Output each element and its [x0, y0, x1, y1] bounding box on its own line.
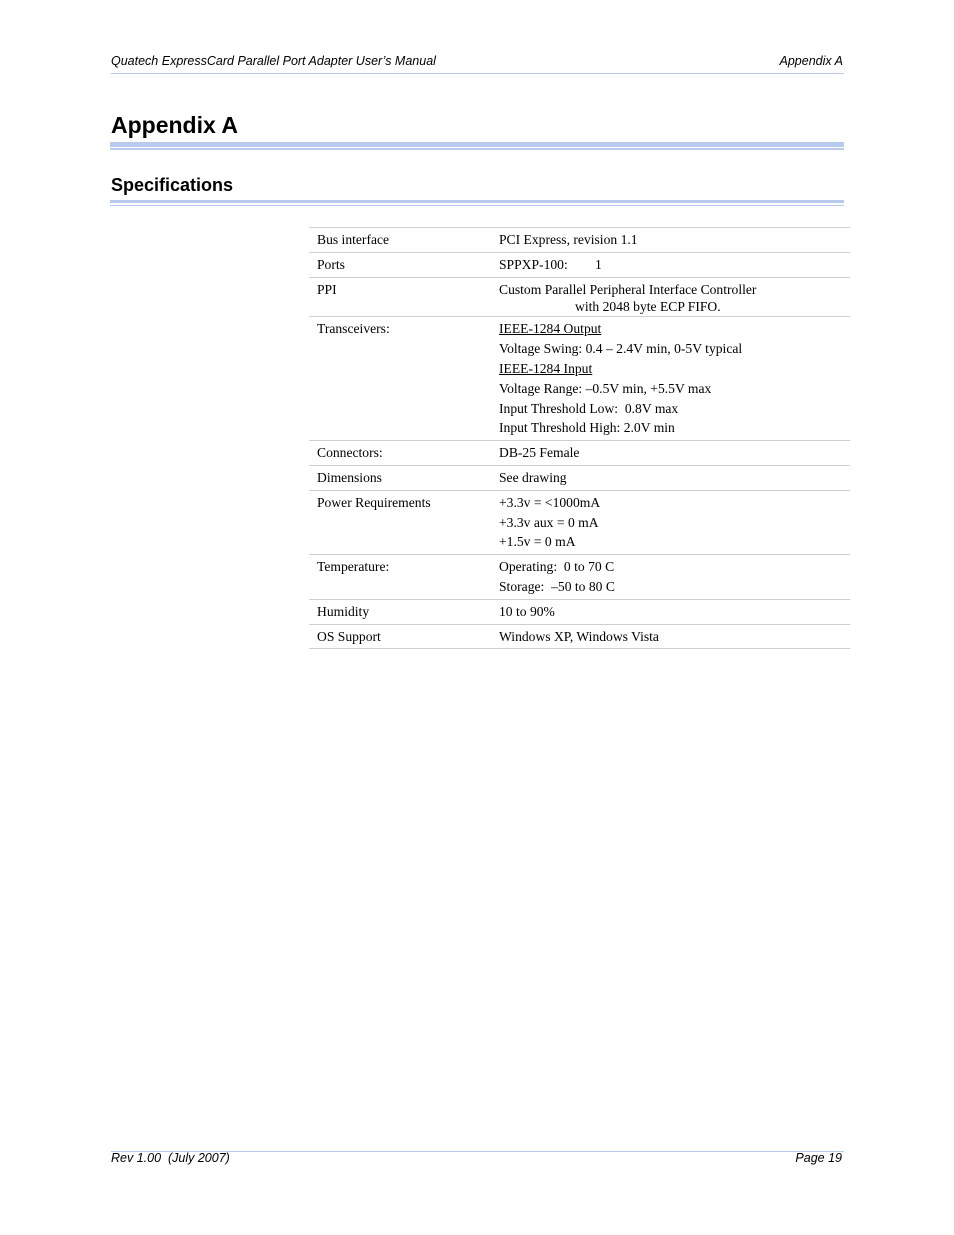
spec-label: Power Requirements	[309, 490, 491, 554]
subheading-rule-thin	[110, 205, 844, 206]
spec-value-line: +1.5v = 0 mA	[499, 534, 576, 550]
heading-rule-thick	[110, 142, 844, 147]
spec-value-line: 10 to 90%	[499, 603, 555, 619]
spec-value	[491, 317, 850, 441]
spec-value	[491, 624, 850, 649]
table-row	[309, 277, 850, 317]
spec-value-line: +3.3v = <1000mA	[499, 494, 601, 510]
spec-value-line: Storage: –50 to 80 C	[499, 578, 615, 594]
spec-value	[491, 277, 850, 317]
spec-label: Dimensions	[309, 465, 491, 490]
spec-value-line: Operating: 0 to 70 C	[499, 559, 615, 575]
spec-value	[491, 252, 850, 277]
appendix-heading: Appendix A	[111, 112, 238, 138]
spec-label: Ports	[309, 252, 491, 277]
page-header	[111, 54, 843, 68]
header-section: Appendix A	[779, 54, 843, 68]
spec-value-line: See drawing	[499, 469, 567, 485]
spec-label: Humidity	[309, 599, 491, 624]
table-row	[309, 441, 850, 466]
page-footer	[111, 1151, 842, 1165]
spec-value-line: IEEE-1284 Input	[499, 360, 593, 376]
spec-label: Temperature:	[309, 555, 491, 600]
spec-value-line: Windows XP, Windows Vista	[499, 628, 659, 644]
table-row	[309, 555, 850, 600]
header-rule	[111, 73, 844, 74]
spec-label: PPI	[309, 277, 491, 317]
table-row	[309, 490, 850, 554]
specifications-heading: Specifications	[111, 175, 234, 195]
spec-label: Bus interface	[309, 228, 491, 253]
table-row	[309, 252, 850, 277]
spec-value	[491, 465, 850, 490]
spec-value-line: Voltage Range: –0.5V min, +5.5V max	[499, 380, 712, 396]
heading-rule-thin	[110, 148, 844, 150]
spec-value	[491, 490, 850, 554]
spec-value-line: DB-25 Female	[499, 445, 580, 461]
specifications-table	[309, 227, 850, 649]
footer-revision: Rev 1.00 (July 2007)	[111, 1151, 230, 1165]
table-row	[309, 599, 850, 624]
spec-label: OS Support	[309, 624, 491, 649]
spec-value-line: +3.3v aux = 0 mA	[499, 514, 599, 530]
table-row	[309, 624, 850, 649]
spec-value	[491, 599, 850, 624]
spec-value	[491, 555, 850, 600]
spec-value	[491, 228, 850, 253]
spec-value-line: with 2048 byte ECP FIFO.	[575, 299, 721, 315]
spec-value-line: Custom Parallel Peripheral Interface Controller	[499, 281, 757, 297]
spec-value-line: Input Threshold High: 2.0V min	[499, 420, 675, 436]
page-number: Page 19	[795, 1151, 842, 1165]
table-row	[309, 228, 850, 253]
spec-value-line: SPPXP-100: 1	[499, 256, 602, 272]
spec-value-line: PCI Express, revision 1.1	[499, 232, 638, 247]
spec-value-line: Input Threshold Low: 0.8V max	[499, 400, 679, 416]
spec-value	[491, 441, 850, 466]
table-row	[309, 465, 850, 490]
table-row	[309, 317, 850, 441]
spec-label: Transceivers:	[309, 317, 491, 441]
spec-label: Connectors:	[309, 441, 491, 466]
subheading-rule-thick	[110, 200, 844, 203]
header-title: Quatech ExpressCard Parallel Port Adapter User’s Manual	[111, 54, 436, 68]
spec-value-line: Voltage Swing: 0.4 – 2.4V min, 0-5V typical	[499, 341, 743, 357]
spec-value-line: IEEE-1284 Output	[499, 321, 602, 337]
